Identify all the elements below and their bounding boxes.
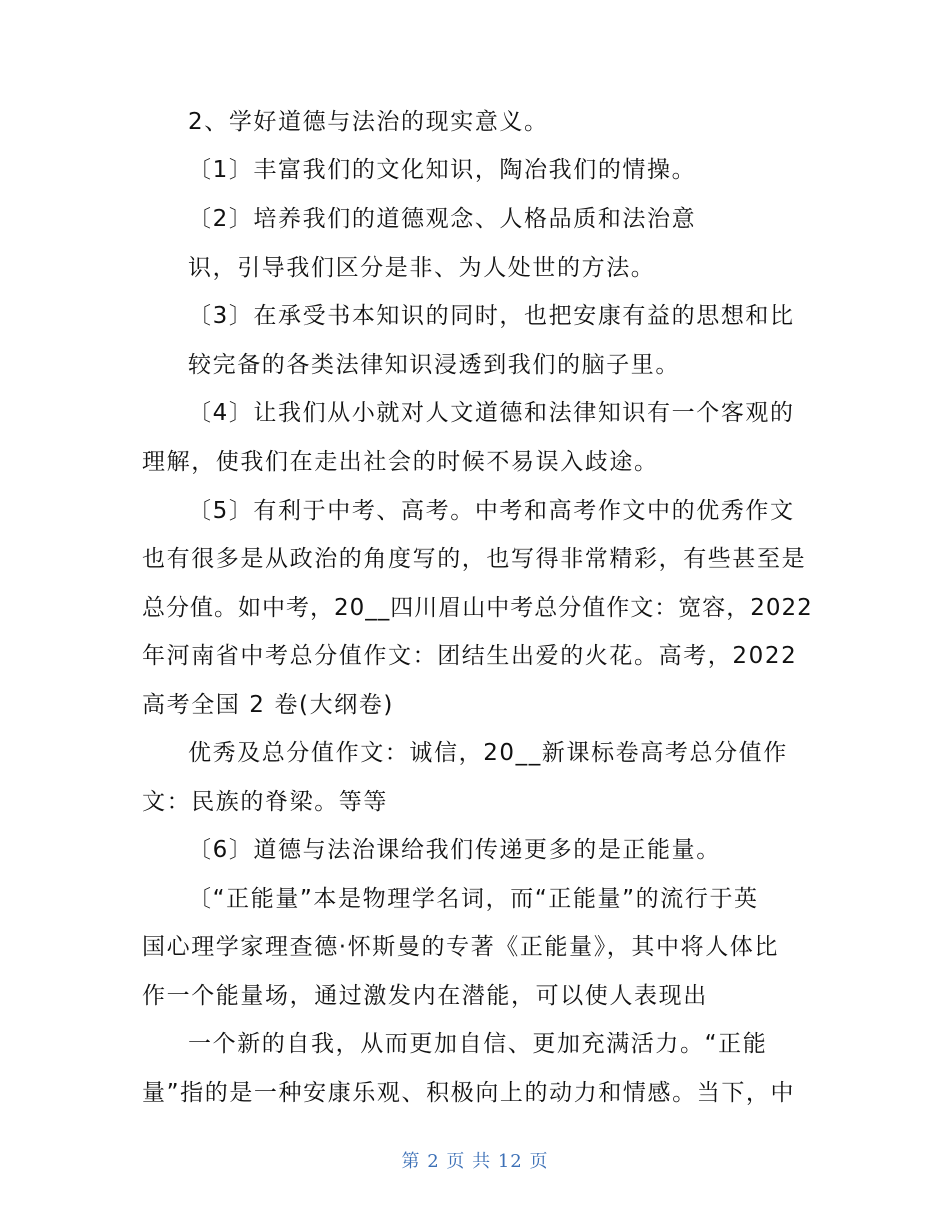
text-line: 高考全国 2 卷(大纲卷) [142,692,395,718]
text-line: 〔6〕道德与法治课给我们传递更多的是正能量。 [188,837,721,863]
text-line: 国心理学家理查德·怀斯曼的专著《正能量》，其中将人体比 [142,934,780,960]
text-line: 理解，使我们在走出社会的时候不易误入歧途。 [142,449,659,475]
page-number-footer: 第 2 页 共 12 页 [401,1151,549,1172]
text-line: 年河南省中考总分值作文：团结生出爱的火花。高考，2022 [142,643,798,669]
text-line: 〔5〕有利于中考、高考。中考和高考作文中的优秀作文 [188,498,795,524]
text-line: 量”指的是一种安康乐观、积极向上的动力和情感。当下，中 [142,1080,796,1106]
text-line: 〔4〕让我们从小就对人文道德和法律知识有一个客观的 [188,400,795,426]
text-line: 〔“正能量”本是物理学名词，而“正能量”的流行于英 [188,886,759,912]
text-line: 一个新的自我，从而更加自信、更加充满活力。“正能 [188,1031,768,1057]
text-line: 也有很多是从政治的角度写的，也写得非常精彩，有些甚至是 [142,546,807,572]
text-line: 识，引导我们区分是非、为人处世的方法。 [188,255,656,281]
text-line: 〔3〕在承受书本知识的同时，也把安康有益的思想和比 [188,303,795,329]
text-line: 〔1〕丰富我们的文化知识，陶冶我们的情操。 [188,157,697,183]
text-line: 优秀及总分值作文：诚信，20__新课标卷高考总分值作 [188,740,788,766]
text-line: 总分值。如中考，20__四川眉山中考总分值作文：宽容，2022 [142,595,813,621]
text-line: 2、学好道德与法治的现实意义。 [188,109,549,135]
text-line: 作一个能量场，通过激发内在潜能，可以使人表现出 [142,983,708,1009]
text-line: 较完备的各类法律知识浸透到我们的脑子里。 [188,352,680,378]
text-line: 〔2〕培养我们的道德观念、人格品质和法治意 [188,206,697,232]
text-line: 文：民族的脊梁。等等 [142,789,388,815]
